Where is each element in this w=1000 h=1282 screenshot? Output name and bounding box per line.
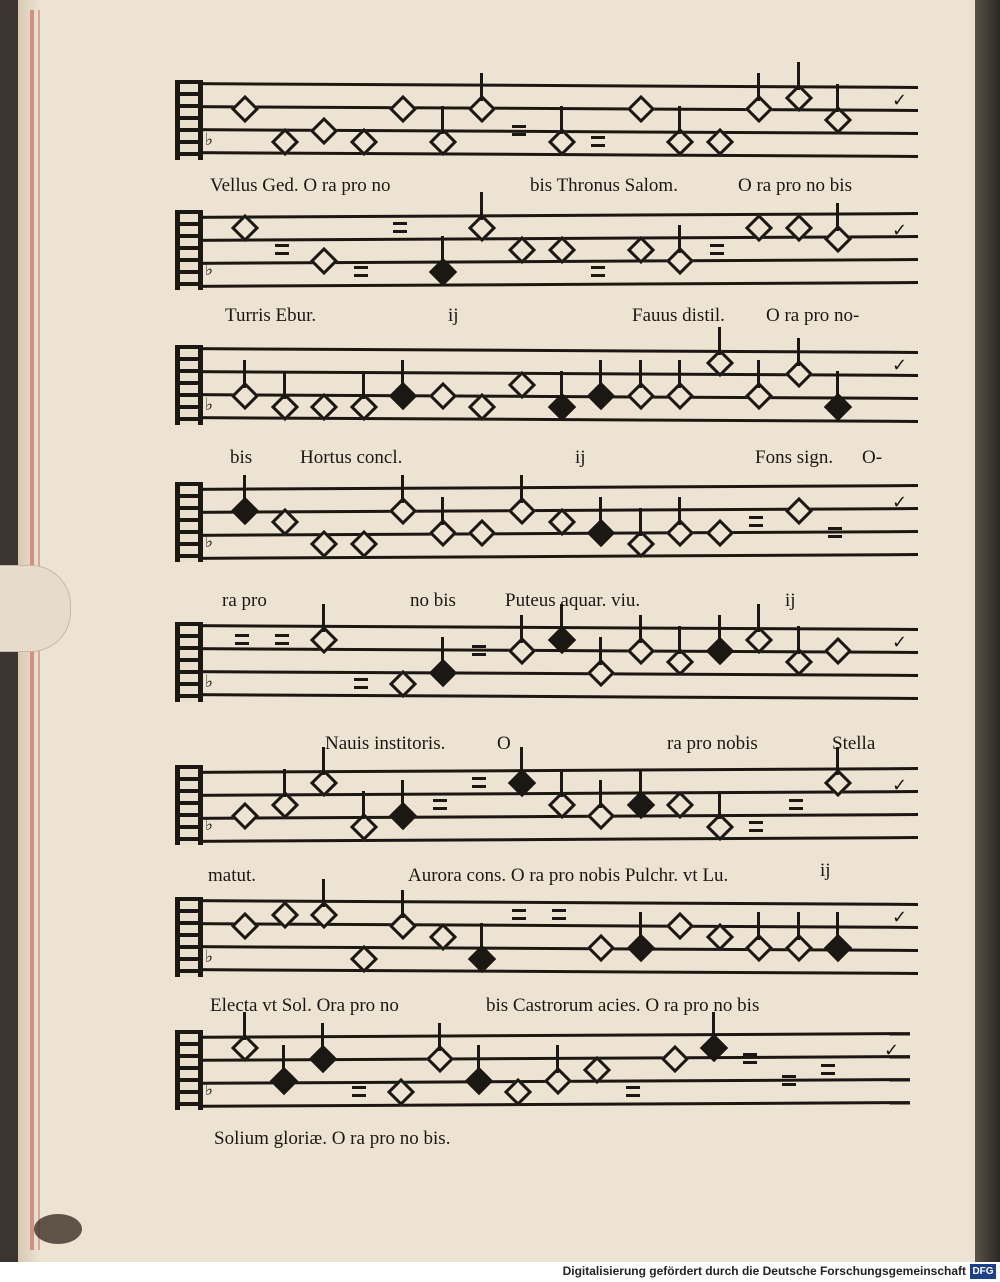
- staff-clef-icon: [175, 80, 203, 160]
- longa-note-icon: [433, 799, 447, 810]
- note-stem: [639, 912, 642, 940]
- note-head-icon: [310, 247, 338, 275]
- note-head-icon: [626, 95, 654, 123]
- staff: [175, 345, 918, 425]
- note-head-icon: [587, 934, 615, 962]
- lyric-line: ra pro: [222, 590, 267, 611]
- note-stem: [480, 192, 483, 220]
- lyric-line: Electa vt Sol. Ora pro no: [210, 995, 399, 1016]
- flat-sign-icon: ♭: [205, 532, 214, 552]
- lyric-line: Stella: [832, 733, 876, 754]
- lyric-line: ij: [820, 860, 831, 881]
- note-head-icon: [468, 519, 496, 547]
- longa-note-icon: [512, 125, 526, 136]
- note-stem: [718, 791, 721, 819]
- longa-note-icon: [789, 799, 803, 810]
- note-head-icon: [429, 382, 457, 410]
- lyric-line: ra pro nobis: [667, 733, 758, 754]
- custos-icon: ✓: [892, 775, 908, 796]
- staff-clef-icon: [175, 210, 203, 290]
- longa-note-icon: [782, 1075, 796, 1086]
- lyric-line: matut.: [208, 865, 257, 886]
- longa-note-icon: [821, 1064, 835, 1075]
- page-tab: [0, 565, 71, 652]
- note-stem: [797, 62, 800, 90]
- note-head-icon: [231, 802, 259, 830]
- lyric-line: ij: [448, 305, 459, 326]
- note-stem: [243, 475, 246, 503]
- note-stem: [757, 73, 760, 101]
- staff: [175, 482, 918, 562]
- staff: [175, 80, 918, 160]
- note-stem: [560, 371, 563, 399]
- flat-sign-icon: ♭: [205, 260, 214, 280]
- note-stem: [441, 637, 444, 665]
- longa-note-icon: [393, 222, 407, 233]
- note-stem: [836, 203, 839, 231]
- note-stem: [836, 912, 839, 940]
- lyric-line: bis Castrorum acies. O ra pro no bis: [486, 995, 760, 1016]
- flat-sign-icon: ♭: [205, 1080, 214, 1100]
- longa-note-icon: [354, 678, 368, 689]
- note-stem: [477, 1045, 480, 1073]
- note-stem: [718, 327, 721, 355]
- lyric-line: Nauis institoris.: [325, 733, 446, 754]
- note-stem: [599, 497, 602, 525]
- longa-note-icon: [352, 1086, 366, 1097]
- note-stem: [520, 475, 523, 503]
- note-stem: [678, 626, 681, 654]
- staff-clef-icon: [175, 1030, 203, 1110]
- note-head-icon: [310, 117, 338, 145]
- note-stem: [599, 360, 602, 388]
- note-stem: [282, 1045, 285, 1073]
- note-stem: [599, 637, 602, 665]
- longa-note-icon: [235, 634, 249, 645]
- longa-note-icon: [552, 909, 566, 920]
- longa-note-icon: [512, 909, 526, 920]
- custos-icon: ✓: [892, 907, 908, 928]
- note-stem: [639, 769, 642, 797]
- note-stem: [678, 106, 681, 134]
- note-head-icon: [824, 637, 852, 665]
- note-head-icon: [231, 95, 259, 123]
- dfg-logo-icon: DFG: [970, 1264, 996, 1279]
- staff: [175, 210, 918, 290]
- note-stem: [797, 626, 800, 654]
- longa-note-icon: [749, 516, 763, 527]
- note-stem: [678, 497, 681, 525]
- note-stem: [401, 360, 404, 388]
- custos-icon: ✓: [884, 1040, 900, 1061]
- note-stem: [401, 890, 404, 918]
- lyric-line: Aurora cons. O ra pro nobis Pulchr. vt Lu.: [408, 865, 729, 886]
- note-stem: [520, 747, 523, 775]
- longa-note-icon: [626, 1086, 640, 1097]
- note-stem: [441, 106, 444, 134]
- longa-note-icon: [710, 244, 724, 255]
- note-head-icon: [666, 912, 694, 940]
- lyric-line: O ra pro no bis: [738, 175, 852, 196]
- note-stem: [438, 1023, 441, 1051]
- note-stem: [678, 225, 681, 253]
- note-stem: [441, 497, 444, 525]
- lyric-line: Solium gloriæ. O ra pro no bis.: [214, 1128, 451, 1149]
- note-stem: [556, 1045, 559, 1073]
- note-stem: [797, 912, 800, 940]
- lyric-line: bis: [230, 447, 253, 468]
- note-head-icon: [661, 1045, 689, 1073]
- note-stem: [757, 912, 760, 940]
- staff: [175, 1030, 910, 1110]
- note-stem: [836, 371, 839, 399]
- flat-sign-icon: ♭: [205, 130, 214, 150]
- note-stem: [678, 360, 681, 388]
- flat-sign-icon: ♭: [205, 672, 214, 692]
- ink-stain: [34, 1214, 82, 1244]
- note-stem: [836, 84, 839, 112]
- flat-sign-icon: ♭: [205, 395, 214, 415]
- note-stem: [639, 508, 642, 536]
- note-head-icon: [231, 912, 259, 940]
- flat-sign-icon: ♭: [205, 947, 214, 967]
- note-stem: [560, 769, 563, 797]
- note-stem: [480, 923, 483, 951]
- lyric-line: Turris Ebur.: [225, 305, 317, 326]
- lyric-line: Puteus aquar. viu.: [505, 590, 641, 611]
- longa-note-icon: [591, 266, 605, 277]
- custos-icon: ✓: [892, 90, 908, 111]
- flat-sign-icon: ♭: [205, 815, 214, 835]
- note-stem: [480, 73, 483, 101]
- note-stem: [757, 604, 760, 632]
- note-stem: [401, 475, 404, 503]
- note-stem: [283, 769, 286, 797]
- longa-note-icon: [275, 244, 289, 255]
- staff-clef-icon: [175, 482, 203, 562]
- longa-note-icon: [749, 821, 763, 832]
- lyric-line: no bis: [410, 590, 456, 611]
- longa-note-icon: [591, 136, 605, 147]
- note-stem: [362, 371, 365, 399]
- longa-note-icon: [743, 1053, 757, 1064]
- staff-clef-icon: [175, 622, 203, 702]
- lyric-line: O ra pro no-: [766, 305, 860, 326]
- note-stem: [322, 879, 325, 907]
- note-stem: [243, 360, 246, 388]
- longa-note-icon: [354, 266, 368, 277]
- note-stem: [560, 106, 563, 134]
- note-stem: [321, 1023, 324, 1051]
- lyric-line: bis Thronus Salom.: [530, 175, 678, 196]
- lyric-line: O: [497, 733, 511, 754]
- note-head-icon: [785, 497, 813, 525]
- custos-icon: ✓: [892, 492, 908, 513]
- note-head-icon: [389, 95, 417, 123]
- staff-clef-icon: [175, 897, 203, 977]
- custos-icon: ✓: [892, 355, 908, 376]
- custos-icon: ✓: [892, 220, 908, 241]
- note-stem: [797, 338, 800, 366]
- note-stem: [639, 360, 642, 388]
- lyric-line: Hortus concl.: [300, 447, 403, 468]
- custos-icon: ✓: [892, 632, 908, 653]
- staff-clef-icon: [175, 765, 203, 845]
- note-stem: [322, 604, 325, 632]
- note-stem: [520, 615, 523, 643]
- lyric-line: ij: [785, 590, 796, 611]
- footer-text: Digitalisierung gefördert durch die Deutsche Forschungsgemeinschaft: [562, 1264, 966, 1278]
- staff: [175, 765, 918, 845]
- note-stem: [757, 360, 760, 388]
- staff: [175, 622, 918, 702]
- longa-note-icon: [828, 527, 842, 538]
- book-spine: [975, 0, 1000, 1262]
- staff: [175, 897, 918, 977]
- note-stem: [639, 615, 642, 643]
- note-stem: [362, 791, 365, 819]
- note-head-icon: [706, 519, 734, 547]
- note-stem: [599, 780, 602, 808]
- longa-note-icon: [472, 645, 486, 656]
- note-stem: [441, 236, 444, 264]
- footer-bar: [0, 1262, 1000, 1282]
- lyric-line: Vellus Ged. O ra pro no: [210, 175, 391, 196]
- longa-note-icon: [472, 777, 486, 788]
- lyric-line: ij: [575, 447, 586, 468]
- staff-clef-icon: [175, 345, 203, 425]
- lyric-line: O-: [862, 447, 883, 468]
- lyric-line: Fauus distil.: [632, 305, 725, 326]
- longa-note-icon: [275, 634, 289, 645]
- note-stem: [283, 371, 286, 399]
- lyric-line: Fons sign.: [755, 447, 834, 468]
- note-stem: [401, 780, 404, 808]
- note-stem: [718, 615, 721, 643]
